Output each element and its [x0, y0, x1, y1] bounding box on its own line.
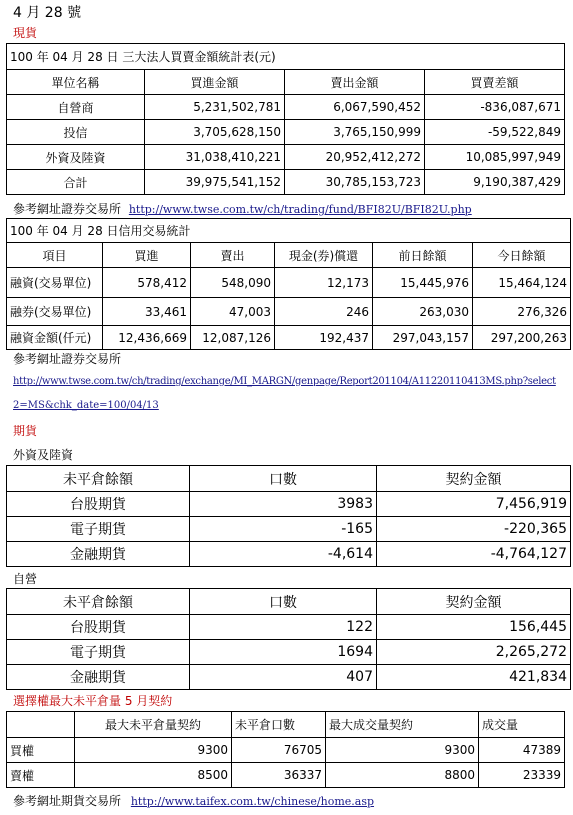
header-buy: 買進金額 [145, 70, 285, 95]
table-row: 自營商 5,231,502,781 6,067,590,452 -836,087,671 [7, 95, 565, 120]
spot-label: 現貨 [13, 26, 38, 40]
table-row: 金融期貨 407 421,834 [7, 665, 571, 690]
table-row: 賣權 8500 36337 8800 23339 [7, 763, 565, 788]
table-row: 投信 3,705,628,150 3,765,150,999 -59,522,849 [7, 120, 565, 145]
dealer-open-interest-table: 未平倉餘額 口數 契約金額 台股期貨 122 156,445 電子期貨 1694 2,265,272 金融期貨 407 421,834 [6, 588, 571, 690]
foreign-investors-label: 外資及陸資 [13, 448, 74, 462]
table-row: 融資(交易單位) 578,412 548,090 12,173 15,445,976 15,464,124 [7, 268, 571, 298]
futures-label: 期貨 [13, 424, 38, 438]
table-row: 合計 39,975,541,152 30,785,153,723 9,190,387,429 [7, 170, 565, 195]
institutional-trading-table [6, 43, 565, 195]
table-row: 電子期貨 -165 -220,365 [7, 517, 571, 542]
reference-label-2: 參考網址證券交易所 [13, 352, 122, 366]
header-unit: 單位名稱 [7, 70, 145, 95]
table-row: 電子期貨 1694 2,265,272 [7, 640, 571, 665]
reference-line-3 [13, 792, 374, 809]
table-row: 台股期貨 3983 7,456,919 [7, 492, 571, 517]
table-row: 融資金額(仟元) 12,436,669 12,087,126 192,437 297,043,157 297,200,263 [7, 326, 571, 350]
dealer-label: 自營 [13, 572, 38, 586]
reference-line-1 [13, 200, 472, 217]
table-row: 金融期貨 -4,614 -4,764,127 [7, 542, 571, 567]
table-title: 100 年 04 月 28 日信用交易統計 [7, 219, 571, 243]
margin-trading-table: 100 年 04 月 28 日信用交易統計 項目 買進 賣出 現金(券)償還 前日餘額 今日餘額 融資(交易單位) 578,412 548,090 12,173 15,445,976 15,464,124 融券(交易單位) 33,461 47,003 246 263,030 276,326 融資金額(仟元) 12,436,669 12,087,126 192,437 297,043,157 297,200,263 [6, 218, 571, 350]
header-sell: 賣出金額 [285, 70, 425, 95]
reference-label: 參考網址期貨交易所 [13, 794, 122, 808]
twse-margin-link-line1[interactable]: http://www.twse.com.tw/ch/trading/exchange/MI_MARGN/genpage/Report201104/A11220110413MS.php?select [13, 376, 556, 387]
table-row: 台股期貨 122 156,445 [7, 615, 571, 640]
options-open-interest-table: 最大未平倉量契約 未平倉口數 最大成交量契約 成交量 買權 9300 76705 9300 47389 賣權 8500 36337 8800 23339 [6, 711, 565, 788]
reference-label: 參考網址證券交易所 [13, 202, 122, 216]
table-row: 買權 9300 76705 9300 47389 [7, 738, 565, 763]
table-row: 融券(交易單位) 33,461 47,003 246 263,030 276,326 [7, 298, 571, 326]
twse-fund-link[interactable]: http://www.twse.com.tw/ch/trading/fund/BFI82U/BFI82U.php [128, 203, 472, 216]
foreign-open-interest-table: 未平倉餘額 口數 契約金額 台股期貨 3983 7,456,919 電子期貨 -165 -220,365 金融期貨 -4,614 -4,764,127 [6, 465, 571, 567]
date-heading: 4 月 28 號 [13, 5, 82, 21]
table-title: 100 年 04 月 28 日 三大法人買賣金額統計表(元) [7, 44, 565, 70]
options-label: 選擇權最大未平倉量 5 月契約 [13, 694, 173, 708]
header-diff: 買賣差額 [425, 70, 565, 95]
twse-margin-link-line2[interactable]: 2=MS&chk_date=100/04/13 [13, 400, 159, 411]
taifex-link[interactable]: http://www.taifex.com.tw/chinese/home.asp [130, 795, 375, 808]
table-row: 外資及陸資 31,038,410,221 20,952,412,272 10,085,997,949 [7, 145, 565, 170]
